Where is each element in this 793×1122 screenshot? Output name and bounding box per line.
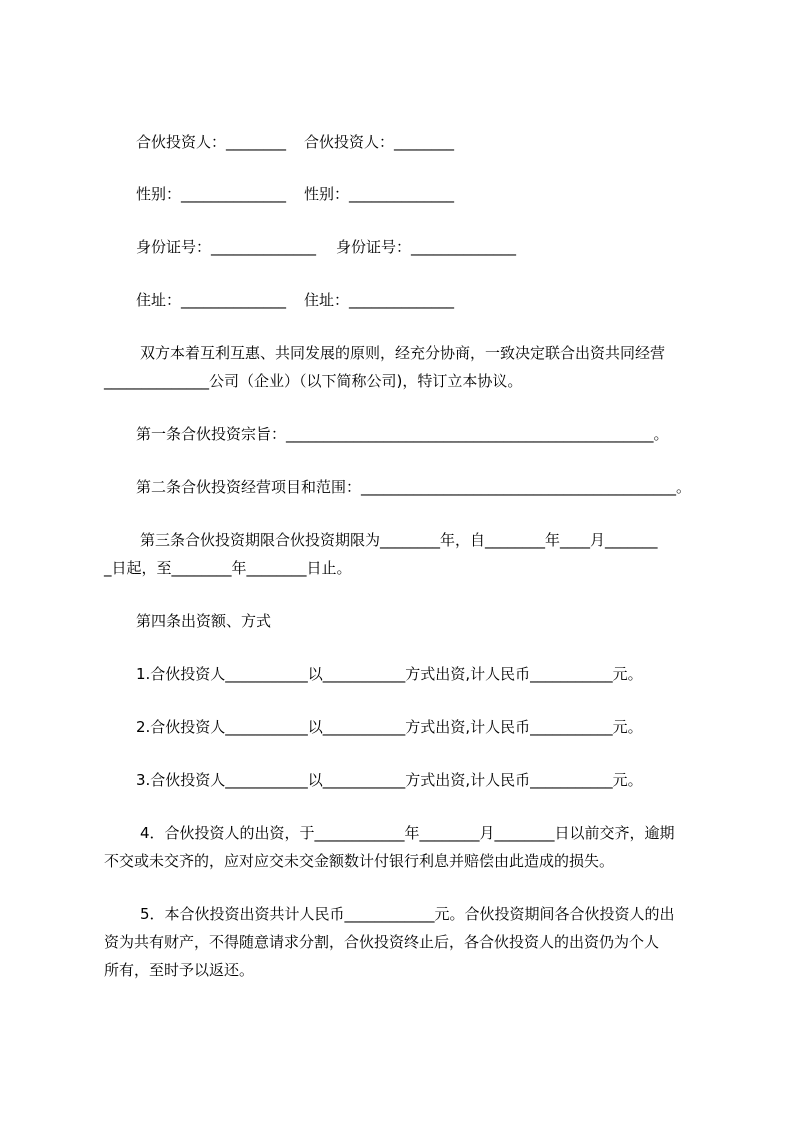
partner-b-id	[336, 237, 516, 257]
article-2-blank: __________________________________________	[361, 478, 677, 496]
article-2-label: 第二条合伙投资经营项目和范围：	[136, 478, 362, 496]
clause-5-line-1: 5．本合伙投资出资共计人民币____________元。合伙投资期间各合伙投资人的出	[140, 905, 675, 923]
partner-a-name-label: 合伙投资人：	[136, 133, 227, 151]
partner-a-gender-label: 性别：	[136, 185, 182, 203]
partner-a-id-label: 身份证号：	[136, 238, 212, 256]
article-4-item-1: 1.合伙投资人___________以___________方式出资,计人民币___________元。	[136, 665, 643, 683]
partner-name-row	[136, 132, 286, 152]
clause-4-line-2: 不交或未交齐的，应对应交未交金额数计付银行利息并赔偿由此造成的损失。	[104, 852, 615, 870]
partner-a-gender-blank: ______________	[181, 185, 287, 203]
partner-b-id-blank: ______________	[411, 238, 517, 256]
article-2-end: 。	[676, 478, 692, 496]
partner-b-name	[304, 132, 454, 152]
article-1-blank: _________________________________________________	[286, 425, 654, 443]
partner-b-gender-label: 性别：	[304, 185, 350, 203]
article-1	[136, 424, 669, 444]
partner-a-address	[136, 290, 286, 310]
partner-a-address-label: 住址：	[136, 291, 182, 309]
partner-b-id-label: 身份证号：	[336, 238, 412, 256]
clause-5-line-2: 资为共有财产，不得随意请求分割，合伙投资终止后，各合伙投资人的出资仍为个人	[104, 933, 660, 951]
partner-a-id	[136, 237, 316, 257]
preamble-line-2-text: 公司（企业）（以下简称公司)，特订立本协议。	[209, 372, 523, 390]
preamble-line-1: 双方本着互利互惠、共同发展的原则，经充分协商，一致决定联合出资共同经营	[140, 344, 666, 362]
partner-b-gender-blank: ______________	[349, 185, 455, 203]
article-4-item-2: 2.合伙投资人___________以___________方式出资,计人民币___________元。	[136, 718, 643, 736]
partner-b-address-blank: ______________	[349, 291, 455, 309]
article-1-end: 。	[653, 425, 669, 443]
partner-b-name-blank: ________	[394, 133, 455, 151]
article-4-item-3: 3.合伙投资人___________以___________方式出资,计人民币___________元。	[136, 771, 643, 789]
partner-b-address-label: 住址：	[304, 291, 350, 309]
partner-a-gender	[136, 184, 286, 204]
clause-4-line-1: 4．合伙投资人的出资，于____________年________月________日以前交齐，逾期	[140, 824, 675, 842]
clause-5-line-3: 所有，至时予以返还。	[104, 961, 255, 979]
preamble-company-blank: ______________	[104, 372, 209, 390]
partner-a-address-blank: ______________	[181, 291, 287, 309]
article-1-label: 第一条合伙投资宗旨：	[136, 425, 287, 443]
preamble-line-2	[104, 371, 522, 391]
article-2	[136, 477, 691, 497]
partner-a-name-blank: ________	[226, 133, 287, 151]
article-3-line-2: _日起，至________年________日止。	[104, 559, 352, 577]
partner-a-id-blank: ______________	[211, 238, 317, 256]
partner-b-name-label: 合伙投资人：	[304, 133, 395, 151]
article-4-title: 第四条出资额、方式	[136, 612, 272, 630]
article-3-line-1: 第三条合伙投资期限合伙投资期限为________年，自________年____月_______	[140, 531, 658, 549]
partner-b-gender	[304, 184, 454, 204]
partner-b-address	[304, 290, 454, 310]
